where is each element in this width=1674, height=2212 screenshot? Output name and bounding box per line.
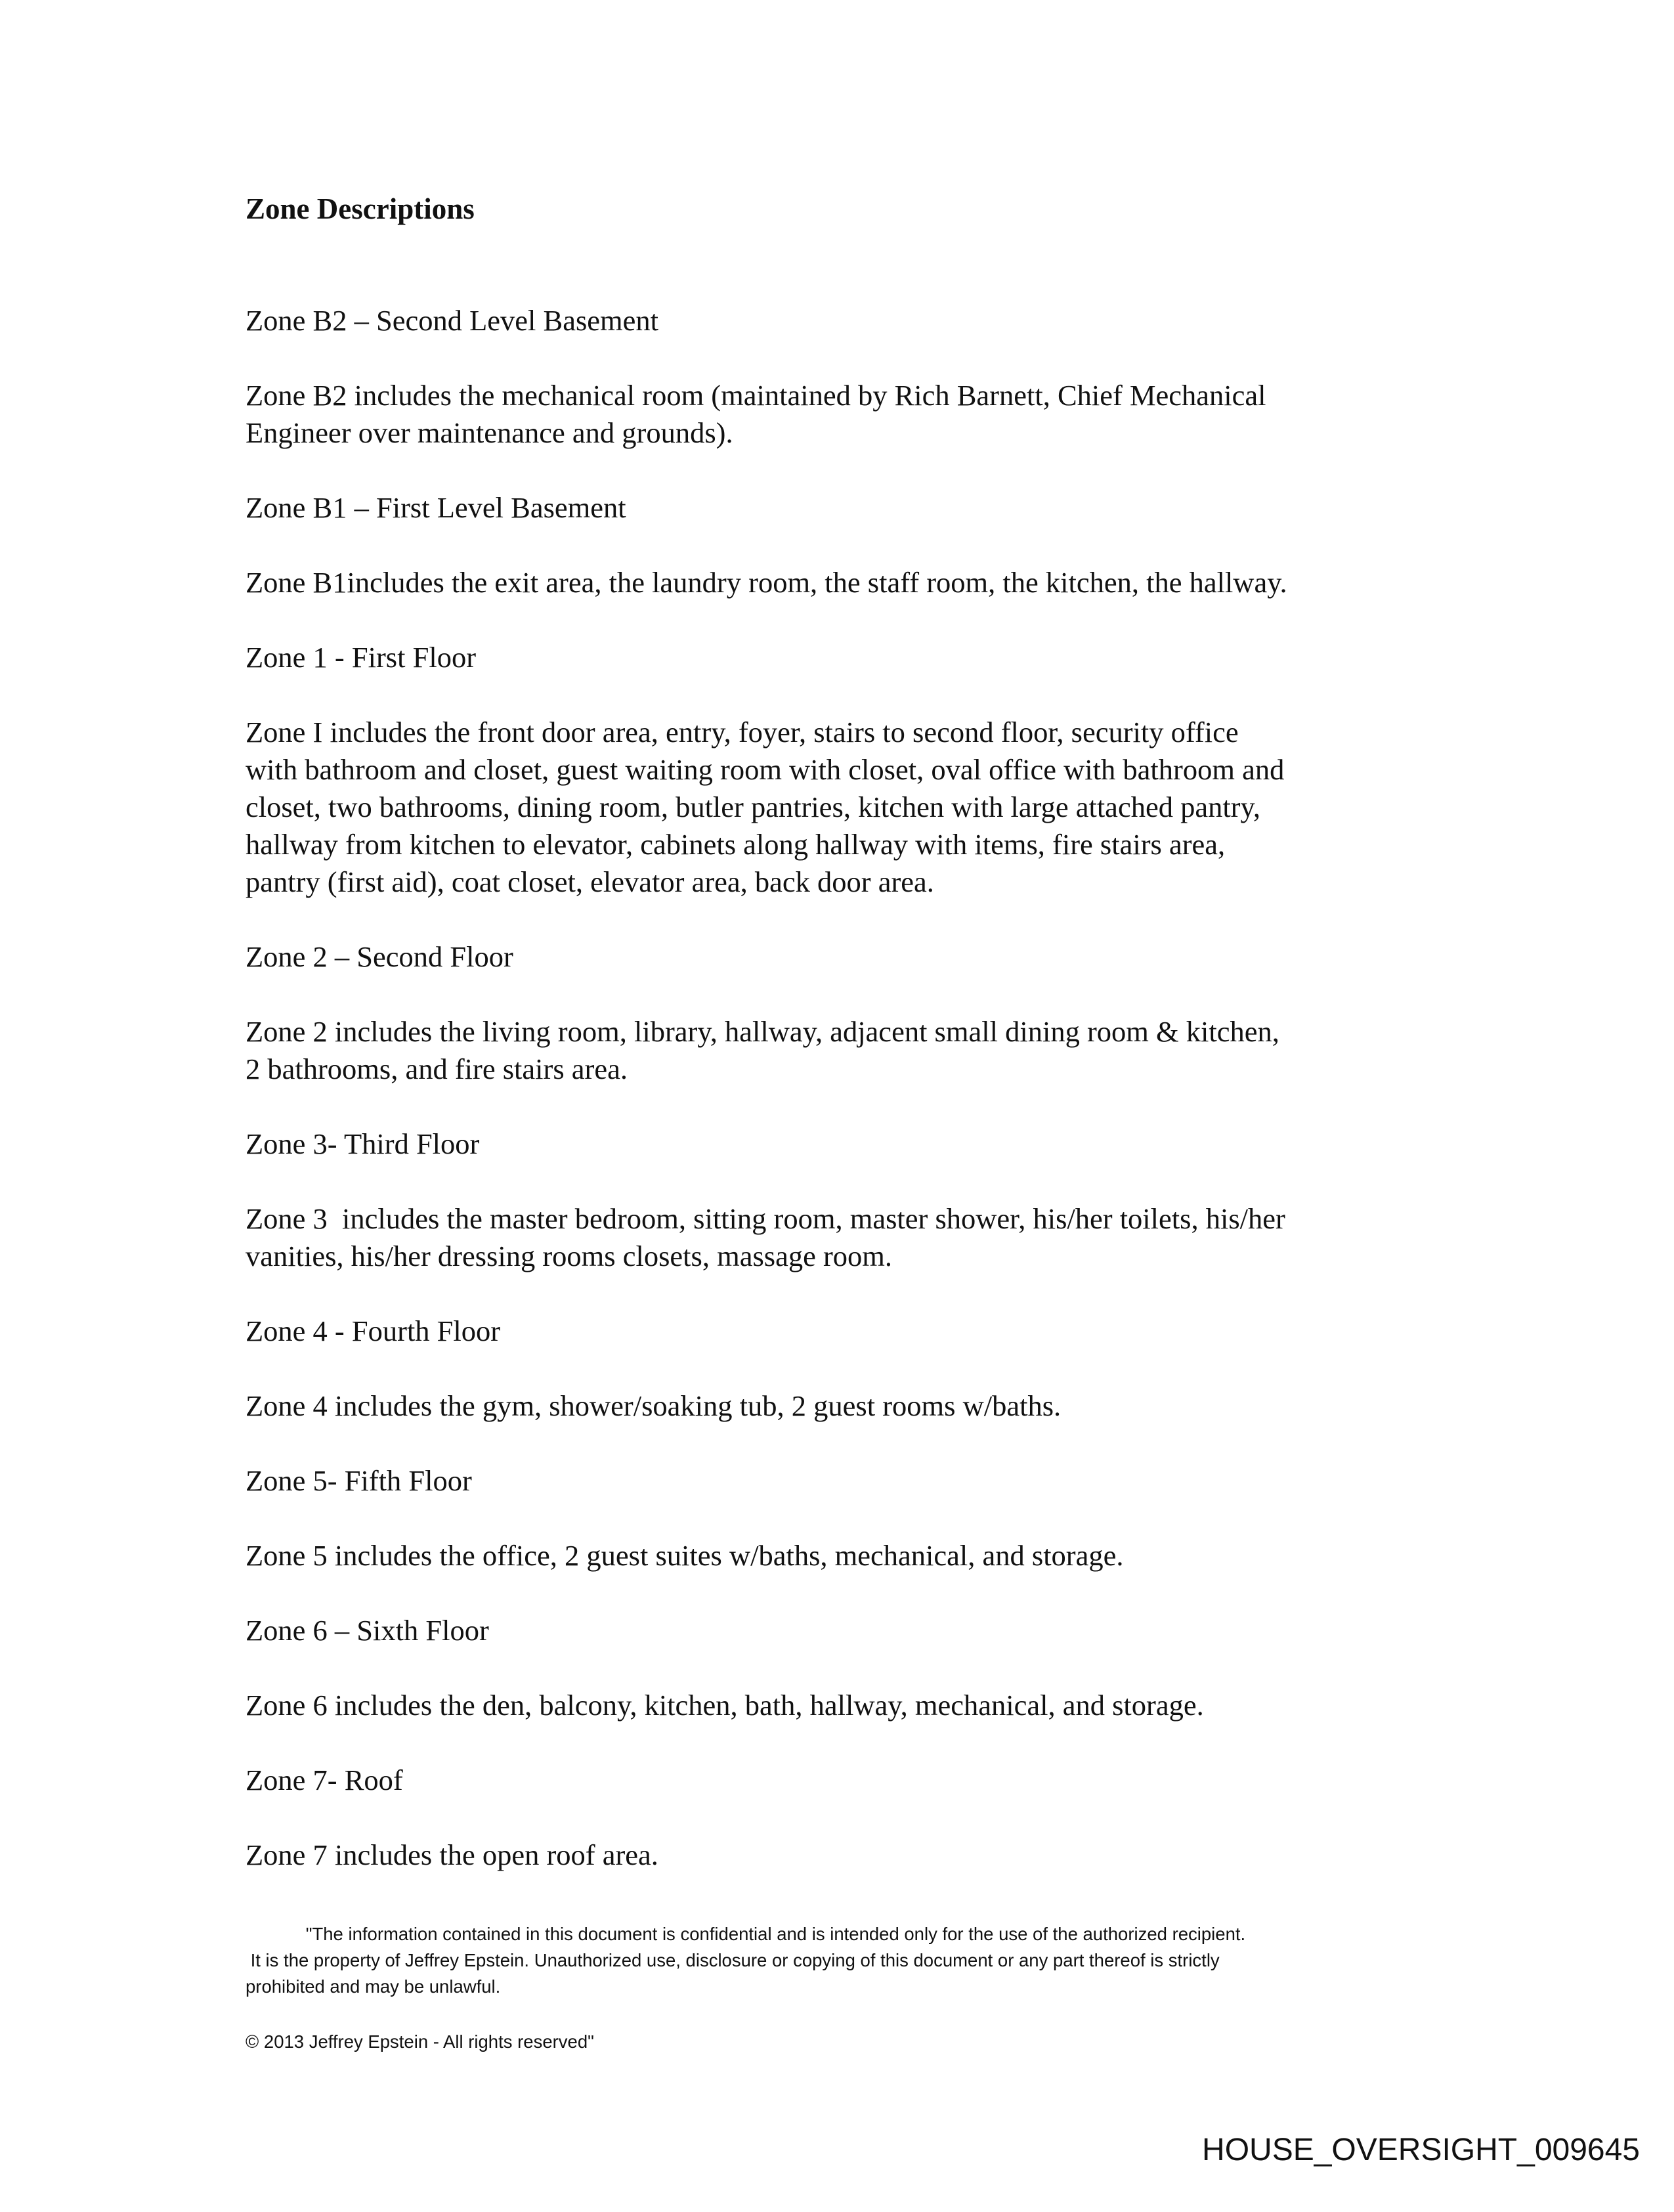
zone-heading: Zone 2 – Second Floor: [246, 940, 513, 973]
zone-section-5: [246, 1462, 1427, 1612]
confidentiality-notice-text: "The information contained in this document is confidential and is intended only for the use of the authorized recipient. It is the property of Jeffrey Epstein. Unauthorized use, disclosure or copying of this document or any part thereof is strictly prohibited and may be unlawful.: [246, 1924, 1246, 1997]
zone-heading: Zone 5- Fifth Floor: [246, 1464, 472, 1497]
zone-heading: Zone B1 – First Level Basement: [246, 491, 626, 524]
zone-description: Zone 5 includes the office, 2 guest suites w/baths, mechanical, and storage.: [246, 1539, 1124, 1572]
zone-heading: Zone B2 – Second Level Basement: [246, 304, 659, 337]
document-body: [246, 190, 1427, 1874]
zone-description: Zone 2 includes the living room, library, hallway, adjacent small dining room & kitchen, 2 bathrooms, and fire stairs area.: [246, 1015, 1279, 1085]
zone-description: Zone B2 includes the mechanical room (maintained by Rich Barnett, Chief Mechanical Engineer over maintenance and grounds).: [246, 379, 1266, 449]
bates-number: HOUSE_OVERSIGHT_009645: [1202, 2133, 1640, 2167]
zone-section-4: [246, 1312, 1427, 1462]
zone-heading: Zone 7- Roof: [246, 1764, 403, 1796]
zone-heading: Zone 6 – Sixth Floor: [246, 1614, 489, 1647]
zone-description: Zone 3 includes the master bedroom, sitting room, master shower, his/her toilets, his/her vanities, his/her dressing rooms closets, massage room.: [246, 1202, 1285, 1272]
page-title: Zone Descriptions: [246, 192, 475, 225]
zone-description: Zone I includes the front door area, entry, foyer, stairs to second floor, security office with bathroom and closet, guest waiting room with closet, oval office with bathroom and closet, two bathrooms, dining room, butler pantries, kitchen with large attached pantry, hallway from kitchen to elevator, cabinets along hallway with items, fire stairs area, pantry (first aid), coat closet, elevator area, back door area.: [246, 716, 1285, 898]
zone-description: Zone 4 includes the gym, shower/soaking tub, 2 guest rooms w/baths.: [246, 1389, 1062, 1422]
zone-section-6: [246, 1612, 1427, 1762]
zone-heading: Zone 4 - Fourth Floor: [246, 1314, 501, 1347]
zone-description: Zone B1includes the exit area, the laundry room, the staff room, the kitchen, the hallway.: [246, 566, 1287, 599]
zone-description: Zone 7 includes the open roof area.: [246, 1838, 658, 1871]
zone-section-b1: [246, 489, 1427, 639]
zone-description: Zone 6 includes the den, balcony, kitchen, bath, hallway, mechanical, and storage.: [246, 1689, 1204, 1722]
confidentiality-notice: [246, 1921, 1427, 2000]
zone-section-3: [246, 1125, 1427, 1312]
zone-section-7: [246, 1762, 1427, 1874]
copyright-notice: © 2013 Jeffrey Epstein - All rights reserved": [246, 2031, 594, 2052]
zone-heading: Zone 3- Third Floor: [246, 1127, 480, 1160]
zone-section-b2: [246, 302, 1427, 489]
zone-section-2: [246, 938, 1427, 1125]
zone-heading: Zone 1 - First Floor: [246, 641, 477, 674]
zone-section-1: [246, 639, 1427, 938]
